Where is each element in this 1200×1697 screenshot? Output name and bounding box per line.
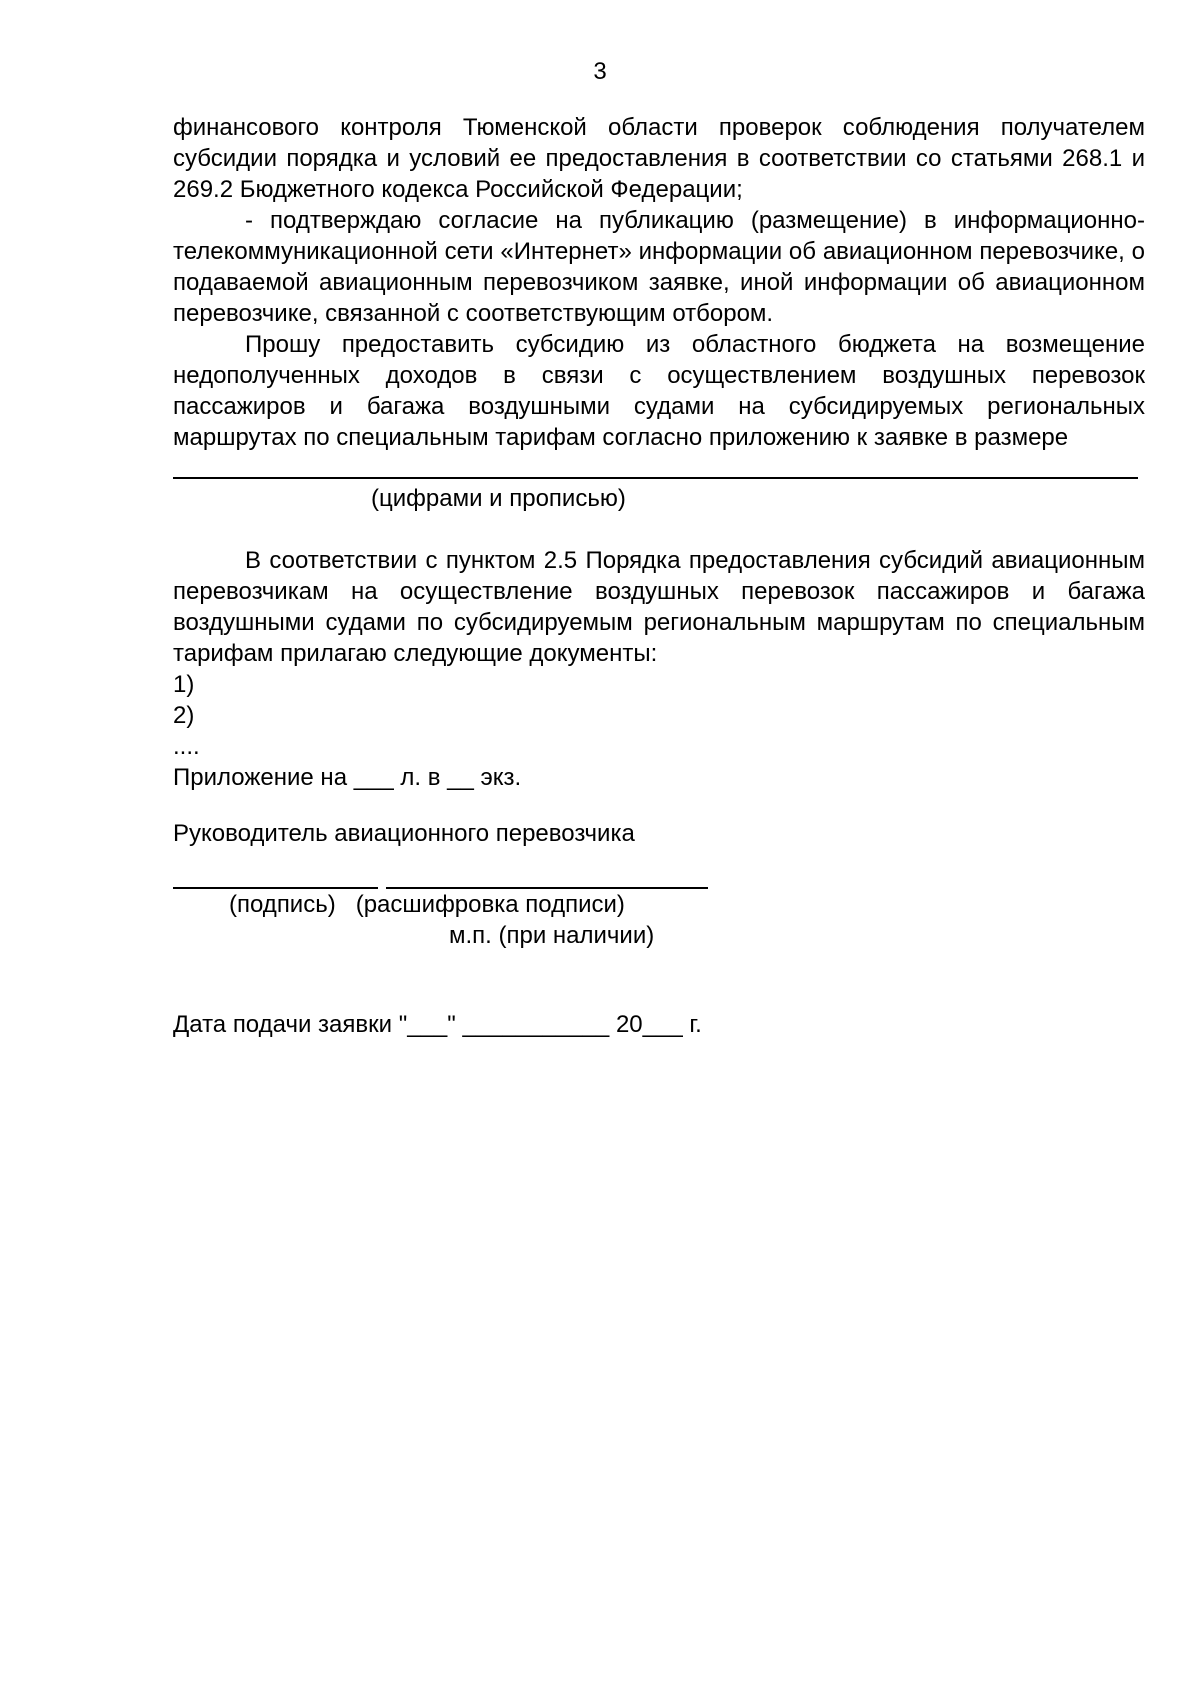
signatory-title: Руководитель авиационного перевозчика [173, 820, 635, 847]
paragraph-request: Прошу предоставить субсидию из областного бюджета на возмещение недополученных доходов в связи с осуществлением воздушных перевозок пассажиров и багажа воздушными судами на субсидируемых региональных маршрутах по специальным тарифам согласно приложению к заявке в размере [173, 331, 1145, 451]
list-item: 2) [173, 702, 195, 729]
submission-date-line: Дата подачи заявки "___" ___________ 20___ г. [173, 1011, 702, 1038]
document-body [173, 112, 1145, 1040]
paragraph-control: финансового контроля Тюменской области проверок соблюдения получателем субсидии порядка и условий ее предоставления в соответствии со статьями 268.1 и 269.2 Бюджетного кодекса Российской Федерации; [173, 114, 1145, 203]
amount-fill-line [173, 455, 1138, 479]
signature-lines [173, 861, 1145, 889]
paragraph-consent: - подтверждаю согласие на публикацию (размещение) в информационно-телекоммуникационной сети «Интернет» информации об авиационном перевозчике, о подаваемой авиационным перевозчиком заявке, иной информации об авиационном перевозчике, связанной с соответствующим отбором. [173, 207, 1145, 327]
page-number: 3 [593, 58, 607, 85]
list-item: 1) [173, 671, 195, 698]
amount-caption: (цифрами и прописью) [371, 485, 626, 512]
signature-captions: (подпись) (расшифровка подписи) [229, 891, 625, 918]
attachment-line: Приложение на ___ л. в __ экз. [173, 764, 522, 791]
stamp-note: м.п. (при наличии) [449, 922, 655, 949]
paragraph-documents: В соответствии с пунктом 2.5 Порядка предоставления субсидий авиационным перевозчикам на осуществление воздушных перевозок пассажиров и багажа воздушными судами по субсидируемым региональным маршрутам по специальным тарифам прилагаю следующие документы: [173, 547, 1145, 667]
list-item: .... [173, 733, 200, 760]
